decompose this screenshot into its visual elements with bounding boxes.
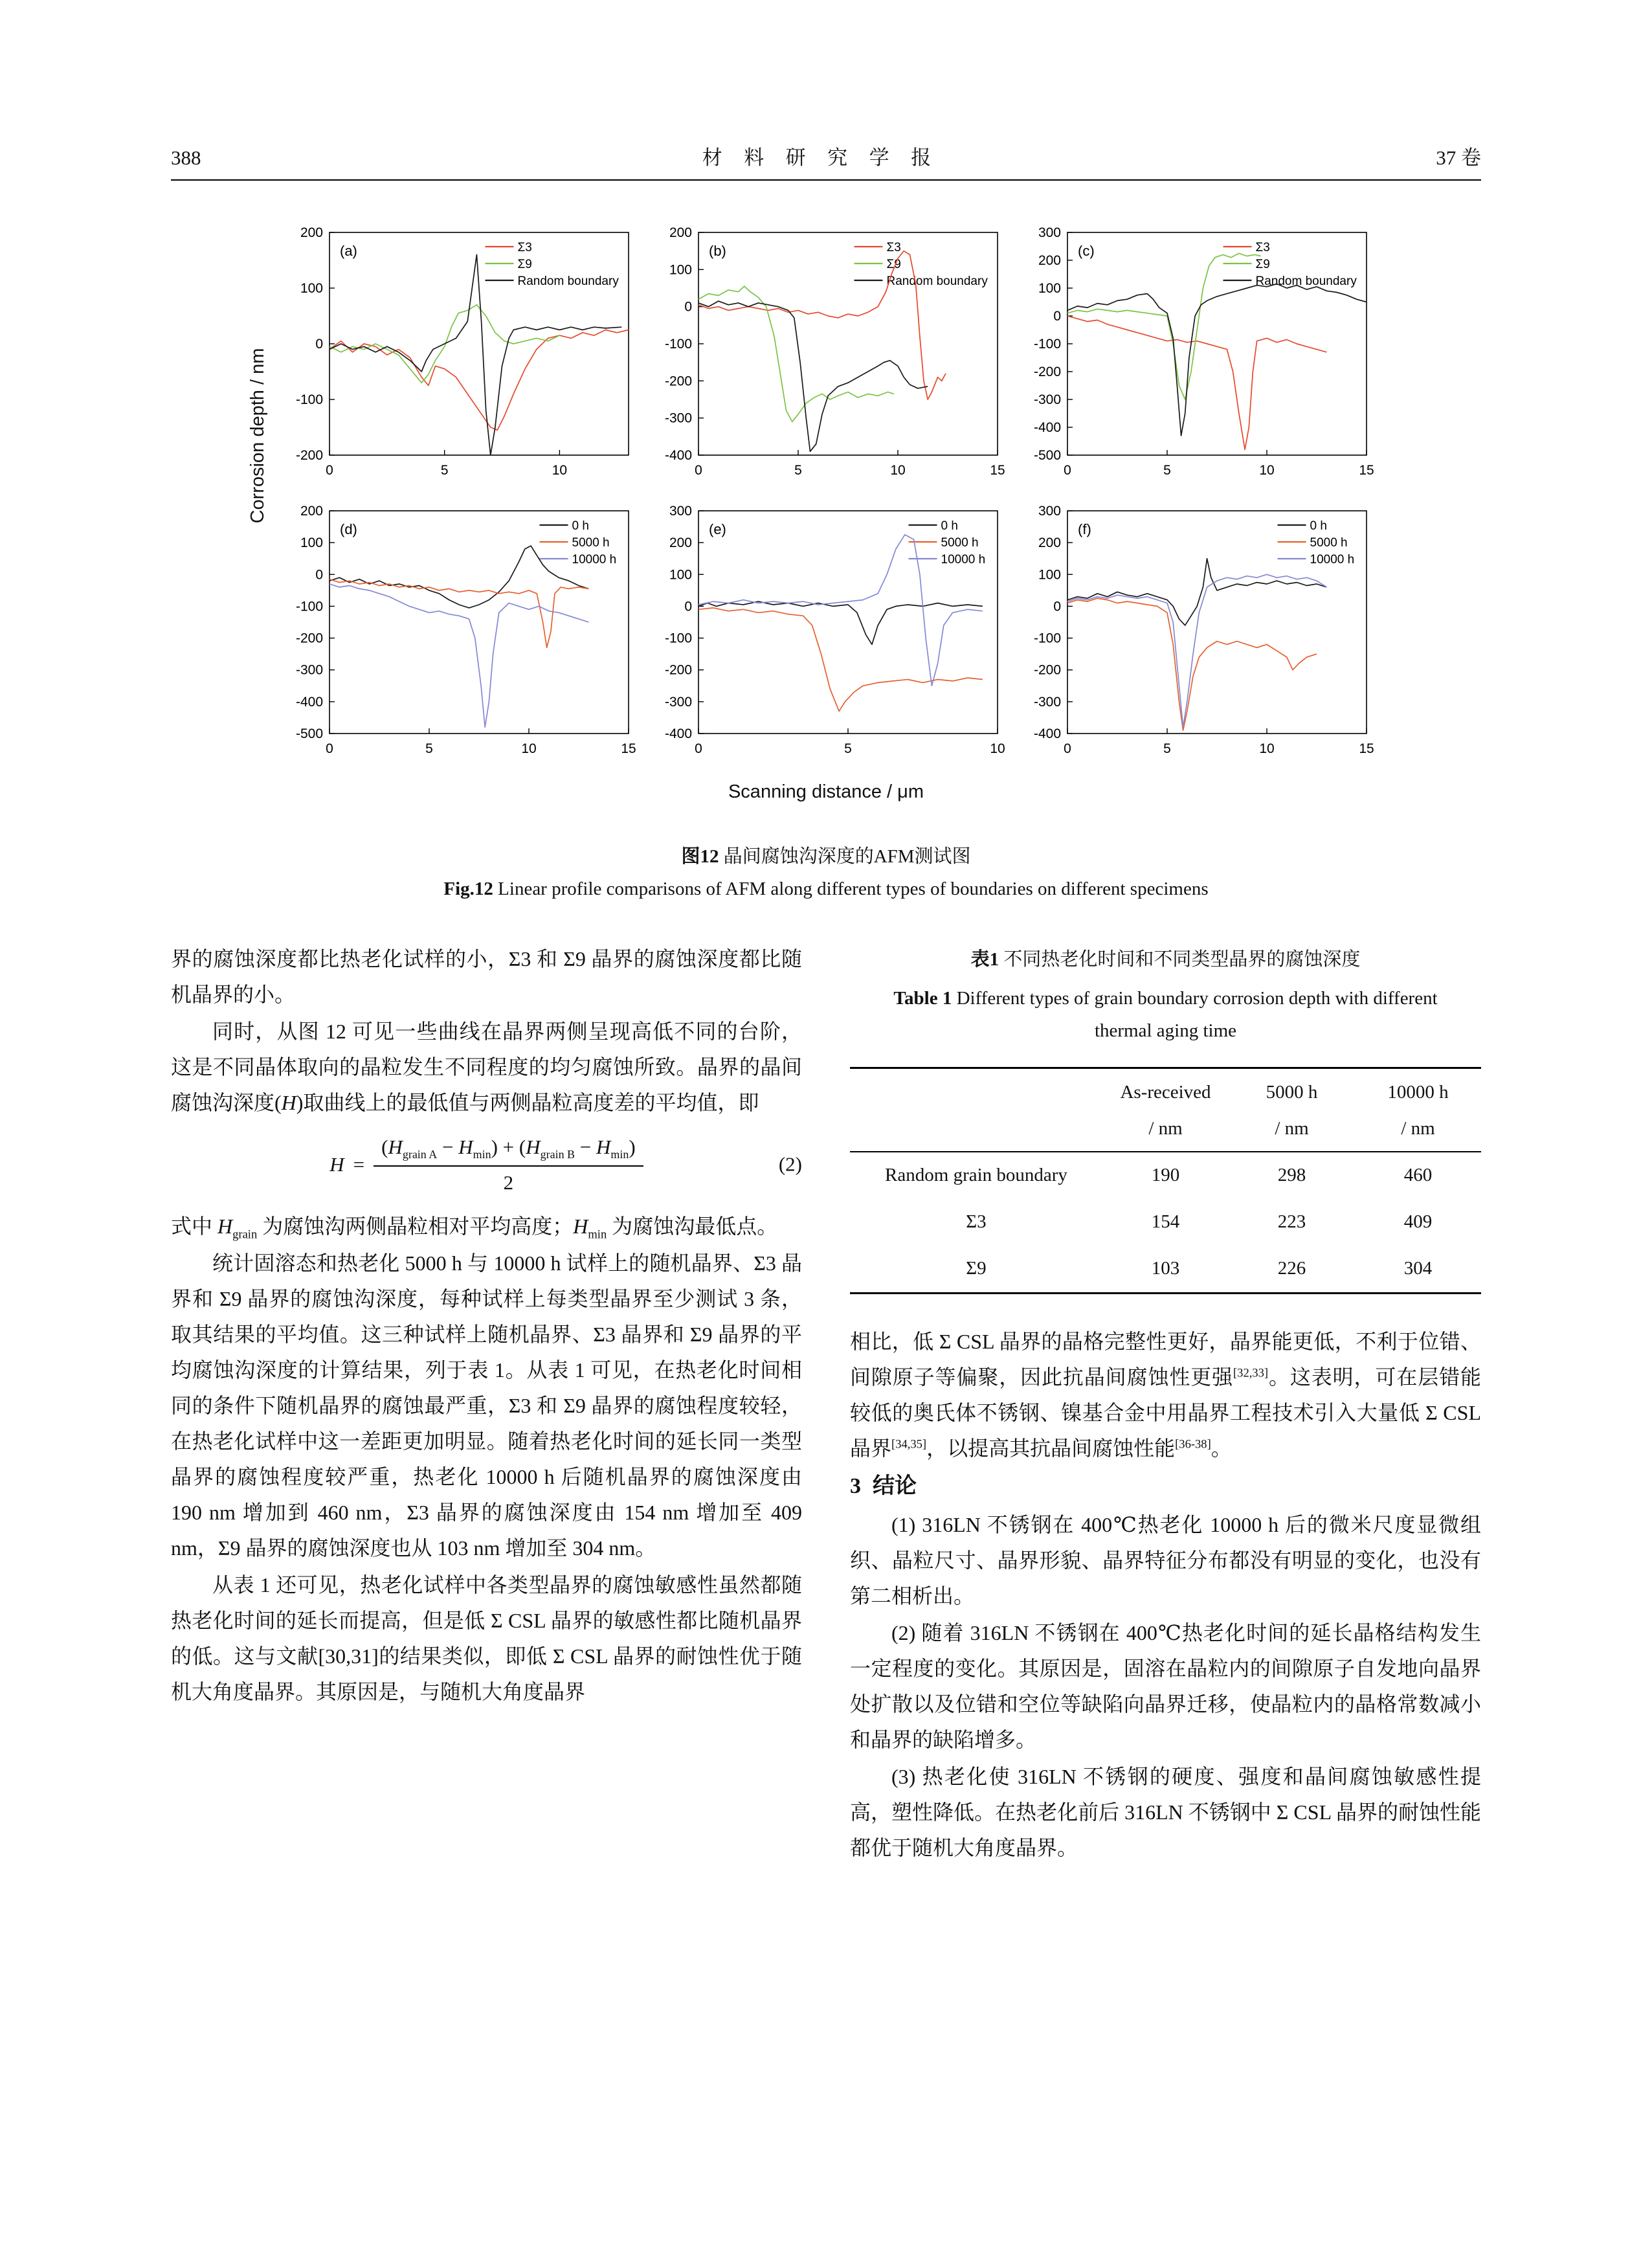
table-header-cell: As-received bbox=[1120, 1081, 1211, 1103]
table-cell: Random grain boundary bbox=[885, 1165, 1067, 1186]
svg-text:-400: -400 bbox=[1033, 726, 1061, 741]
equation-2 bbox=[171, 1134, 802, 1196]
equation-fraction bbox=[374, 1134, 643, 1196]
section-number: 3 bbox=[850, 1474, 861, 1499]
svg-text:0: 0 bbox=[684, 599, 692, 614]
left-column bbox=[171, 941, 802, 1866]
table-caption-en-text: Different types of grain boundary corrosion depth with different thermal aging time bbox=[952, 987, 1438, 1041]
subplot-f bbox=[1010, 500, 1379, 771]
figure-y-axis-label: Corrosion depth / nm bbox=[247, 348, 268, 524]
table-header-row bbox=[850, 1068, 1481, 1112]
table-caption-cn-text: 不同热老化时间和不同类型晶界的腐蚀深度 bbox=[999, 949, 1361, 970]
svg-text:10: 10 bbox=[1259, 463, 1275, 478]
svg-text:(e): (e) bbox=[709, 521, 726, 537]
table-cell: 409 bbox=[1403, 1211, 1433, 1233]
svg-text:-200: -200 bbox=[295, 448, 323, 463]
svg-text:100: 100 bbox=[669, 262, 692, 278]
svg-text:0: 0 bbox=[695, 463, 702, 478]
svg-text:-500: -500 bbox=[295, 726, 323, 741]
svg-text:Σ9: Σ9 bbox=[886, 258, 901, 271]
paragraph: 式中 $H_{grain}$ 为腐蚀沟两侧晶粒相对平均高度；$H_{min}$ 为腐蚀沟最低点。 bbox=[171, 1214, 778, 1242]
svg-text:10000 h: 10000 h bbox=[1310, 553, 1355, 566]
svg-text:5: 5 bbox=[794, 463, 802, 478]
svg-text:-500: -500 bbox=[1033, 448, 1061, 463]
svg-text:-200: -200 bbox=[1033, 364, 1061, 379]
svg-text:200: 200 bbox=[669, 225, 692, 240]
subplot-c bbox=[1010, 222, 1379, 493]
paragraph: 从表 1 还可见，热老化试样中各类型晶界的腐蚀敏感性虽然都随热老化时间的延长而提高，但是低 Σ CSL 晶界的敏感性都比随机晶界的低。这与文献[30,31]的结果类似，即低 Σ CSL 晶界的耐蚀性优于随机大角度晶界。其原因是，与随机大角度晶界 bbox=[171, 1573, 802, 1704]
svg-text:10: 10 bbox=[552, 463, 568, 478]
paragraph: 同时，从图 12 可见一些曲线在晶界两侧呈现高低不同的台阶，这是不同晶体取向的晶粒发生不同程度的均匀腐蚀所致。晶界的晶间腐蚀沟深度(H)取曲线上的最低值与两侧晶粒高度差的平均值，即 bbox=[171, 1020, 802, 1115]
figure-x-axis-label: Scanning distance / μm bbox=[728, 781, 924, 802]
svg-text:0 h: 0 h bbox=[941, 519, 958, 533]
svg-text:-100: -100 bbox=[1033, 631, 1061, 646]
table-header-cell bbox=[850, 1113, 1102, 1152]
paragraph: 统计固溶态和热老化 5000 h 与 10000 h 试样上的随机晶界、Σ3 晶界和 Σ9 晶界的腐蚀沟深度，每种试样上每类型晶界至少测试 3 条，取其结果的平均值。这三种试样上随机晶界、Σ3 晶界和 Σ9 晶界的平均腐蚀沟深度的计算结果，列于表 1。从表 1 可见，在热老化时间相同的条件下随机晶界的腐蚀最严重，Σ3 和 Σ9 晶界的腐蚀程度较轻，在热老化试样中这一差距更加明显。随着热老化时间的延长同一类型晶界的腐蚀程度较严重，热老化 10000 h 后随机晶界的腐蚀深度由 190 nm 增加到 460 nm，Σ3 晶界的腐蚀深度由 154 nm 增加至 409 nm，Σ9 晶界的腐蚀深度也从 103 nm 增加至 304 nm。 bbox=[171, 1251, 802, 1560]
figure-caption-cn-label: 图12 bbox=[681, 846, 719, 867]
svg-text:100: 100 bbox=[300, 281, 323, 296]
svg-text:0: 0 bbox=[1053, 309, 1061, 324]
svg-text:-400: -400 bbox=[295, 694, 323, 710]
svg-text:5000 h: 5000 h bbox=[572, 536, 610, 550]
svg-text:300: 300 bbox=[1038, 225, 1061, 240]
svg-text:200: 200 bbox=[669, 535, 692, 551]
svg-text:-300: -300 bbox=[1033, 392, 1061, 407]
svg-text:300: 300 bbox=[1038, 504, 1061, 519]
content-columns bbox=[171, 941, 1481, 1866]
svg-text:10: 10 bbox=[890, 463, 906, 478]
volume-label: 37 卷 bbox=[1436, 146, 1481, 169]
svg-text:0: 0 bbox=[1053, 599, 1061, 614]
svg-text:0: 0 bbox=[1064, 463, 1071, 478]
table-header-cell: 10000 h bbox=[1387, 1081, 1449, 1103]
table-cell: 304 bbox=[1403, 1258, 1433, 1279]
corrosion-depth-table bbox=[850, 1067, 1481, 1294]
figure-caption-en-label: Fig.12 bbox=[443, 879, 493, 899]
svg-text:-200: -200 bbox=[664, 662, 692, 678]
equation-denominator: 2 bbox=[503, 1171, 514, 1194]
table-header-cell: 5000 h bbox=[1266, 1081, 1318, 1103]
svg-text:0: 0 bbox=[326, 741, 333, 756]
equation-tag: (2) bbox=[778, 1152, 802, 1176]
page-number: 388 bbox=[171, 146, 201, 169]
figure-caption-en bbox=[171, 879, 1481, 900]
svg-text:15: 15 bbox=[1359, 741, 1374, 756]
svg-text:Random boundary: Random boundary bbox=[1255, 275, 1357, 288]
table-cell: 298 bbox=[1277, 1165, 1306, 1186]
svg-text:-100: -100 bbox=[295, 599, 323, 614]
section-title: 结论 bbox=[873, 1474, 917, 1499]
svg-text:0: 0 bbox=[695, 741, 702, 756]
right-column bbox=[850, 941, 1481, 1866]
svg-text:5: 5 bbox=[844, 741, 852, 756]
svg-text:15: 15 bbox=[1359, 463, 1374, 478]
svg-text:Random boundary: Random boundary bbox=[886, 275, 988, 288]
svg-text:100: 100 bbox=[1038, 567, 1061, 583]
svg-text:200: 200 bbox=[1038, 535, 1061, 551]
table-cell: Σ9 bbox=[966, 1258, 987, 1279]
table-header-cell: / nm bbox=[1102, 1113, 1229, 1152]
svg-text:10: 10 bbox=[990, 741, 1005, 756]
table-header-cell: / nm bbox=[1229, 1113, 1355, 1152]
svg-text:-300: -300 bbox=[664, 694, 692, 710]
svg-text:(c): (c) bbox=[1078, 243, 1095, 259]
svg-text:10: 10 bbox=[521, 741, 537, 756]
svg-text:0: 0 bbox=[315, 337, 323, 352]
table-cell: 103 bbox=[1151, 1258, 1180, 1279]
svg-text:-200: -200 bbox=[295, 631, 323, 646]
svg-text:5: 5 bbox=[1163, 741, 1171, 756]
table-units-row bbox=[850, 1113, 1481, 1152]
svg-text:-300: -300 bbox=[295, 662, 323, 678]
table-cell: 226 bbox=[1277, 1258, 1306, 1279]
svg-text:0 h: 0 h bbox=[1310, 519, 1327, 533]
page-header bbox=[171, 141, 1481, 181]
svg-text:(f): (f) bbox=[1078, 521, 1091, 537]
equation-lhs: H bbox=[329, 1152, 344, 1176]
svg-text:200: 200 bbox=[300, 504, 323, 519]
figure-12 bbox=[171, 222, 1481, 900]
svg-text:Σ9: Σ9 bbox=[1255, 258, 1270, 271]
svg-text:5: 5 bbox=[425, 741, 433, 756]
svg-text:-100: -100 bbox=[664, 631, 692, 646]
svg-text:100: 100 bbox=[300, 535, 323, 551]
table-row bbox=[850, 1199, 1481, 1246]
conclusion-item: (1) 316LN 不锈钢在 400℃热老化 10000 h 后的微米尺度显微组织、晶粒尺寸、晶界形貌、晶界特征分布都没有明显的变化，也没有第二相析出。 bbox=[850, 1512, 1481, 1608]
table-caption-cn bbox=[850, 944, 1481, 976]
subplot-e bbox=[642, 500, 1010, 771]
svg-text:Random boundary: Random boundary bbox=[517, 275, 619, 288]
svg-text:-100: -100 bbox=[1033, 337, 1061, 352]
table-caption-en bbox=[850, 983, 1481, 1048]
svg-text:Σ3: Σ3 bbox=[1255, 241, 1270, 254]
equation-numerator: $(H_{grain A} - H_{min}) + (H_{grain B} - H_{min})$ bbox=[374, 1134, 643, 1167]
table-row bbox=[850, 1152, 1481, 1199]
table-row bbox=[850, 1246, 1481, 1293]
svg-text:Σ9: Σ9 bbox=[517, 258, 532, 271]
svg-text:(a): (a) bbox=[340, 243, 357, 259]
svg-text:5000 h: 5000 h bbox=[1310, 536, 1348, 550]
subplot-d bbox=[273, 500, 642, 771]
conclusion-item: (2) 随着 316LN 不锈钢在 400℃热老化时间的延长晶格结构发生一定程度的变化。其原因是，固溶在晶粒内的间隙原子自发地向晶界处扩散以及位错和空位等缺陷向晶界迁移，使晶粒内的晶格常数减小和晶界的缺陷增多。 bbox=[850, 1620, 1481, 1751]
svg-text:0: 0 bbox=[315, 567, 323, 583]
conclusion-item: (3) 热老化使 316LN 不锈钢的硬度、强度和晶间腐蚀敏感性提高，塑性降低。在热老化前后 316LN 不锈钢中 Σ CSL 晶界的耐蚀性能都优于随机大角度晶界。 bbox=[850, 1764, 1481, 1859]
svg-text:-400: -400 bbox=[1033, 420, 1061, 435]
svg-text:-200: -200 bbox=[1033, 662, 1061, 678]
svg-text:15: 15 bbox=[990, 463, 1005, 478]
svg-text:5: 5 bbox=[440, 463, 449, 478]
table-caption-en-label: Table 1 bbox=[893, 987, 952, 1009]
svg-text:5000 h: 5000 h bbox=[941, 536, 979, 550]
svg-text:-200: -200 bbox=[664, 374, 692, 389]
table-cell: 223 bbox=[1277, 1211, 1306, 1233]
svg-text:(b): (b) bbox=[709, 243, 726, 259]
figure-caption-cn-text: 晶间腐蚀沟深度的AFM测试图 bbox=[719, 846, 971, 867]
table-cell: 460 bbox=[1403, 1165, 1433, 1186]
figure-caption-cn bbox=[171, 842, 1481, 868]
svg-text:-300: -300 bbox=[1033, 694, 1061, 710]
paragraph: 相比，低 Σ CSL 晶界的晶格完整性更好，晶界能更低，不利于位错、间隙原子等偏聚，因此抗晶间腐蚀性更强[32,33]。这表明，可在层错能较低的奥氏体不锈钢、镍基合金中用晶界工程技术引入大量低 Σ CSL 晶界[34,35]，以提高其抗晶间腐蚀性能[36-38]。 bbox=[850, 1330, 1481, 1461]
svg-text:-400: -400 bbox=[664, 448, 692, 463]
svg-text:0 h: 0 h bbox=[572, 519, 589, 533]
svg-text:200: 200 bbox=[300, 225, 323, 240]
svg-text:10: 10 bbox=[1259, 741, 1275, 756]
svg-text:Σ3: Σ3 bbox=[517, 241, 532, 254]
svg-text:0: 0 bbox=[684, 299, 692, 315]
svg-text:-400: -400 bbox=[664, 726, 692, 741]
figure-grid bbox=[171, 222, 1481, 771]
svg-text:5: 5 bbox=[1163, 463, 1171, 478]
table-cell: Σ3 bbox=[966, 1211, 987, 1233]
table-cell: 154 bbox=[1151, 1211, 1180, 1233]
svg-text:200: 200 bbox=[1038, 253, 1061, 268]
svg-text:-100: -100 bbox=[295, 392, 323, 407]
table-header-cell bbox=[850, 1068, 1102, 1112]
subplot-a bbox=[273, 222, 642, 493]
svg-text:0: 0 bbox=[326, 463, 333, 478]
journal-title: 材 料 研 究 学 报 bbox=[702, 146, 935, 169]
figure-caption-en-text: Linear profile comparisons of AFM along different types of boundaries on different specimens bbox=[493, 879, 1209, 899]
svg-text:10000 h: 10000 h bbox=[941, 553, 986, 566]
table-caption-cn-label: 表1 bbox=[970, 949, 999, 970]
svg-text:15: 15 bbox=[621, 741, 636, 756]
table-cell: 190 bbox=[1151, 1165, 1180, 1186]
svg-text:(d): (d) bbox=[340, 521, 357, 537]
svg-text:100: 100 bbox=[669, 567, 692, 583]
svg-text:0: 0 bbox=[1064, 741, 1071, 756]
section-heading-conclusions bbox=[850, 1468, 1481, 1505]
svg-text:300: 300 bbox=[669, 504, 692, 519]
subplot-b bbox=[642, 222, 1010, 493]
svg-text:Σ3: Σ3 bbox=[886, 241, 901, 254]
paragraph: 界的腐蚀深度都比热老化试样的小，Σ3 和 Σ9 晶界的腐蚀深度都比随机晶界的小。 bbox=[171, 947, 802, 1007]
table-header-cell: / nm bbox=[1355, 1113, 1481, 1152]
svg-text:-100: -100 bbox=[664, 337, 692, 352]
svg-text:100: 100 bbox=[1038, 281, 1061, 296]
equation-equals: = bbox=[353, 1152, 365, 1176]
svg-text:10000 h: 10000 h bbox=[572, 553, 617, 566]
svg-text:-300: -300 bbox=[664, 410, 692, 426]
